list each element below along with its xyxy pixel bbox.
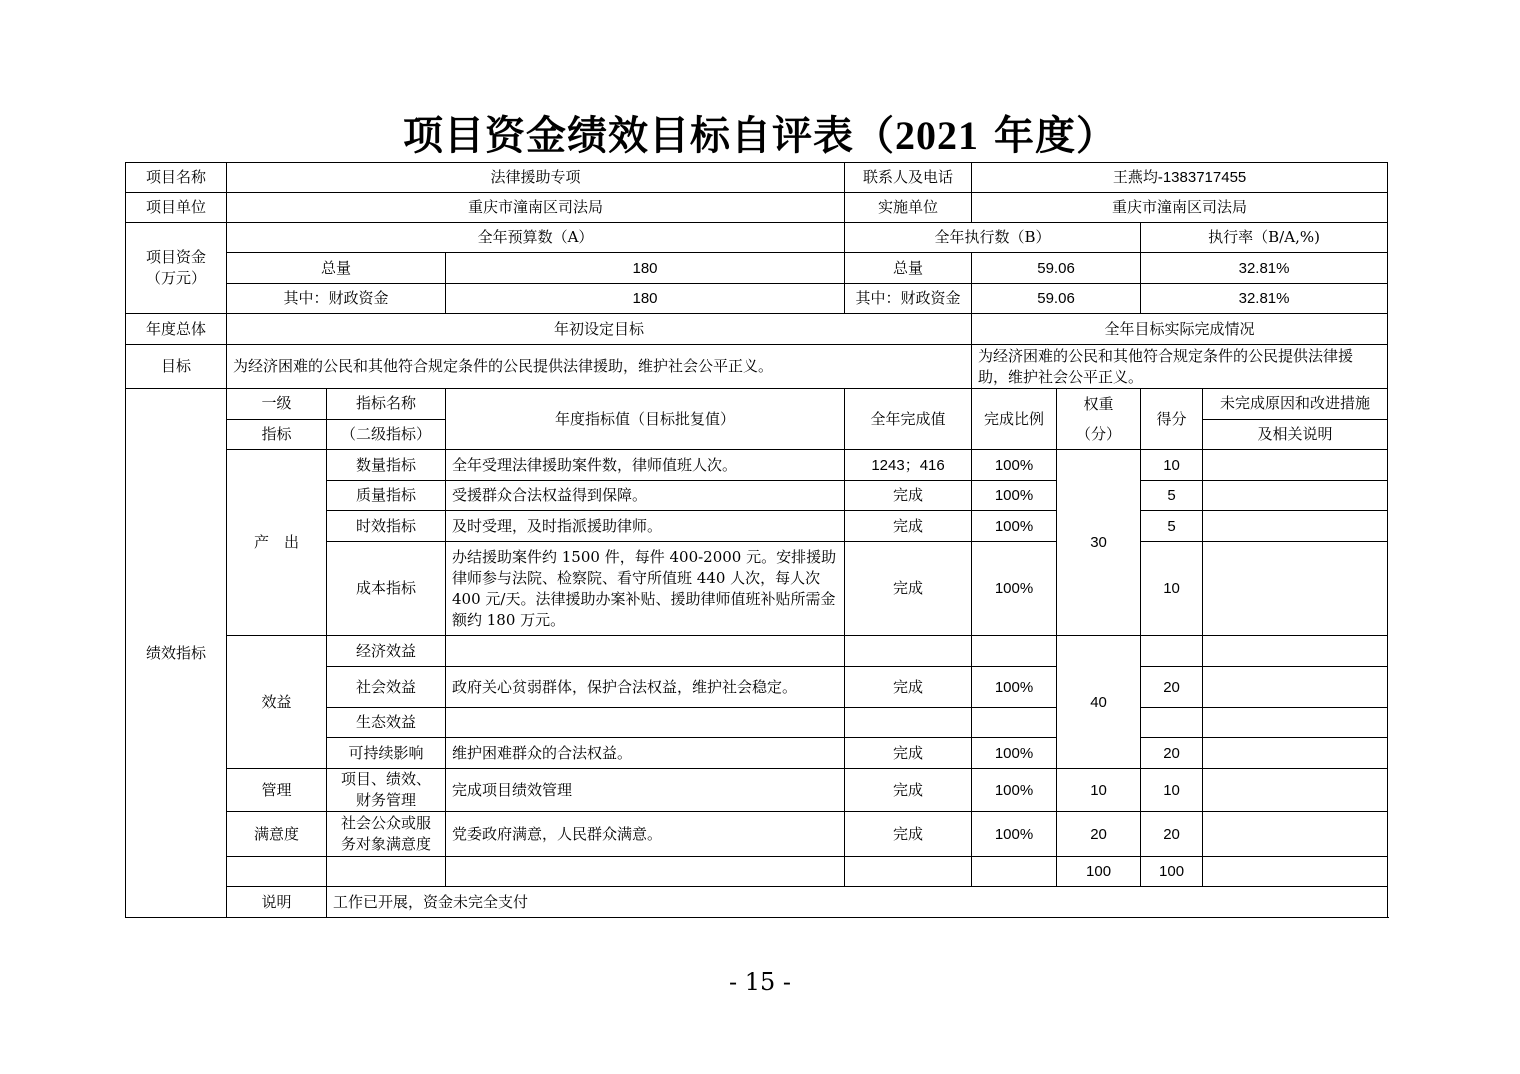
indicator-done: 1243；416 [845,450,972,481]
fiscal-budget: 180 [446,284,845,314]
header-score: 得分 [1141,389,1203,450]
mgmt-label: 管理 [227,769,327,812]
indicator-score: 20 [1141,667,1203,708]
indicator-reason [1203,812,1388,857]
row-note [126,887,1388,918]
page-number: - 15 - [728,968,791,996]
indicator-ratio: 100% [972,667,1057,708]
indicator-name: 社会效益 [327,667,446,708]
indicator-score [1141,636,1203,667]
indicator-done: 完成 [845,542,972,636]
indicator-name: 成本指标 [327,542,446,636]
actual-goal-header: 全年目标实际完成情况 [972,314,1388,345]
row-goal-text [126,345,1388,389]
row-project-unit [126,193,1388,223]
row-funds-header [126,223,1388,253]
indicator-done: 完成 [845,738,972,769]
empty-cell [845,857,972,887]
page-title [0,110,1520,162]
contact-value: 王燕均-1383717455 [972,163,1388,193]
indicator-value: 党委政府满意，人民群众满意。 [446,812,845,857]
indicator-reason [1203,450,1388,481]
fiscal-rate: 32.81% [1141,284,1388,314]
indicator-name-line1: 社会公众或服 [340,814,431,832]
indicator-ratio: 100% [972,738,1057,769]
indicator-value: 全年受理法律援助案件数，律师值班人次。 [446,450,845,481]
row-funds-total [126,253,1388,284]
funds-label-line1: 项目资金 [145,248,206,266]
indicator-value: 维护困难群众的合法权益。 [446,738,845,769]
row-indicator-header-1 [126,389,1388,420]
header-weight [1057,389,1141,450]
actual-goal-text: 为经济困难的公民和其他符合规定条件的公民提供法律援助，维护社会公平正义。 [972,345,1388,389]
note-text: 工作已开展，资金未完全支付 [327,887,1388,918]
fiscal-label: 其中：财政资金 [845,284,972,314]
indicator-done: 完成 [845,511,972,542]
indicator-ratio: 100% [972,542,1057,636]
indicator-done: 完成 [845,667,972,708]
row-funds-fiscal [126,284,1388,314]
table-row [126,450,1388,481]
rate-header: 执行率（B/A,%) [1141,223,1388,253]
indicator-name: 可持续影响 [327,738,446,769]
exec-header: 全年执行数（B） [845,223,1141,253]
label-cell: 联系人及电话 [845,163,972,193]
indicator-name [327,769,446,812]
indicator-reason [1203,511,1388,542]
total-weight: 100 [1057,857,1141,887]
total-rate: 32.81% [1141,253,1388,284]
empty-cell [327,857,446,887]
header-weight-line2: （分） [1076,425,1122,443]
table-row [126,769,1388,812]
indicator-name-line2: 财务管理 [355,791,416,809]
benefit-weight: 40 [1057,636,1141,769]
overall-label: 年度总体 [126,314,227,345]
empty-cell [1203,857,1388,887]
empty-cell [972,857,1057,887]
indicator-weight: 10 [1057,769,1141,812]
output-weight: 30 [1057,450,1141,636]
title-year: 2021 [895,113,980,158]
budget-header: 全年预算数（A） [227,223,845,253]
indicators-section-label: 绩效指标 [126,389,227,918]
initial-goal-text: 为经济困难的公民和其他符合规定条件的公民提供法律援助，维护社会公平正义。 [227,345,972,389]
header-reason: 未完成原因和改进措施 [1203,389,1388,420]
indicator-value: 完成项目绩效管理 [446,769,845,812]
indicator-score: 5 [1141,481,1203,511]
indicator-done: 完成 [845,481,972,511]
output-label: 产 出 [227,450,327,636]
label-cell: 实施单位 [845,193,972,223]
indicator-name-line1: 项目、绩效、 [340,770,431,788]
total-exec: 59.06 [972,253,1141,284]
header-level1: 一级 [227,389,327,420]
header-reason: 及相关说明 [1203,419,1388,450]
indicator-ratio [972,708,1057,738]
fiscal-label: 其中：财政资金 [227,284,446,314]
total-budget: 180 [446,253,845,284]
funds-label-line2: （万元） [145,269,206,287]
header-ratio: 完成比例 [972,389,1057,450]
indicator-ratio [972,636,1057,667]
impl-unit: 重庆市潼南区司法局 [972,193,1388,223]
indicator-name: 数量指标 [327,450,446,481]
project-name: 法律援助专项 [227,163,845,193]
indicator-done [845,636,972,667]
indicator-done: 完成 [845,769,972,812]
indicator-score: 20 [1141,812,1203,857]
benefit-label: 效益 [227,636,327,769]
indicator-done [845,708,972,738]
empty-cell [227,857,327,887]
indicator-score: 20 [1141,738,1203,769]
total-score: 100 [1141,857,1203,887]
total-label: 总量 [845,253,972,284]
funds-label [126,223,227,314]
indicator-ratio: 100% [972,812,1057,857]
label-cell: 项目单位 [126,193,227,223]
initial-goal-header: 年初设定目标 [227,314,972,345]
indicator-ratio: 100% [972,450,1057,481]
indicator-score [1141,708,1203,738]
header-weight-line1: 权重 [1083,395,1114,413]
indicator-reason [1203,636,1388,667]
row-totals [126,857,1388,887]
indicator-value: 政府关心贫弱群体，保护合法权益，维护社会稳定。 [446,667,845,708]
indicator-name [327,812,446,857]
indicator-ratio: 100% [972,769,1057,812]
indicator-ratio: 100% [972,481,1057,511]
indicator-value [446,708,845,738]
title-main: 项目资金绩效目标自评表（ [403,112,896,159]
indicator-ratio: 100% [972,511,1057,542]
satisfaction-label: 满意度 [227,812,327,857]
indicator-reason [1203,769,1388,812]
header-name: 指标名称 [327,389,446,420]
indicator-reason [1203,667,1388,708]
header-name: （二级指标） [327,419,446,450]
indicator-score: 10 [1141,450,1203,481]
goal-label: 目标 [126,345,227,389]
indicator-done: 完成 [845,812,972,857]
indicator-score: 5 [1141,511,1203,542]
indicator-weight: 20 [1057,812,1141,857]
total-label: 总量 [227,253,446,284]
project-unit: 重庆市潼南区司法局 [227,193,845,223]
indicator-value: 及时受理，及时指派援助律师。 [446,511,845,542]
indicator-value: 办结援助案件约 1500 件，每件 400-2000 元。安排援助律师参与法院、检察院、看守所值班 440 人次，每人次 400 元/天。法律援助办案补贴、援助律师值班补贴所需金额约 180 万元。 [446,542,845,636]
indicator-value: 受援群众合法权益得到保障。 [446,481,845,511]
indicator-score: 10 [1141,542,1203,636]
table-row [126,636,1388,667]
indicator-score: 10 [1141,769,1203,812]
indicator-reason [1203,481,1388,511]
indicator-reason [1203,708,1388,738]
header-done: 全年完成值 [845,389,972,450]
indicator-name: 时效指标 [327,511,446,542]
evaluation-table [125,162,1388,918]
title-suffix: 年度） [979,112,1117,159]
note-label: 说明 [227,887,327,918]
empty-cell [446,857,845,887]
row-project-name [126,163,1388,193]
indicator-reason [1203,542,1388,636]
indicator-value [446,636,845,667]
indicator-reason [1203,738,1388,769]
header-level1: 指标 [227,419,327,450]
header-value: 年度指标值（目标批复值） [446,389,845,450]
fiscal-exec: 59.06 [972,284,1141,314]
label-cell: 项目名称 [126,163,227,193]
table-row [126,812,1388,857]
indicator-name: 生态效益 [327,708,446,738]
indicator-name-line2: 务对象满意度 [340,835,431,853]
indicator-name: 质量指标 [327,481,446,511]
indicator-name: 经济效益 [327,636,446,667]
row-goal-header [126,314,1388,345]
